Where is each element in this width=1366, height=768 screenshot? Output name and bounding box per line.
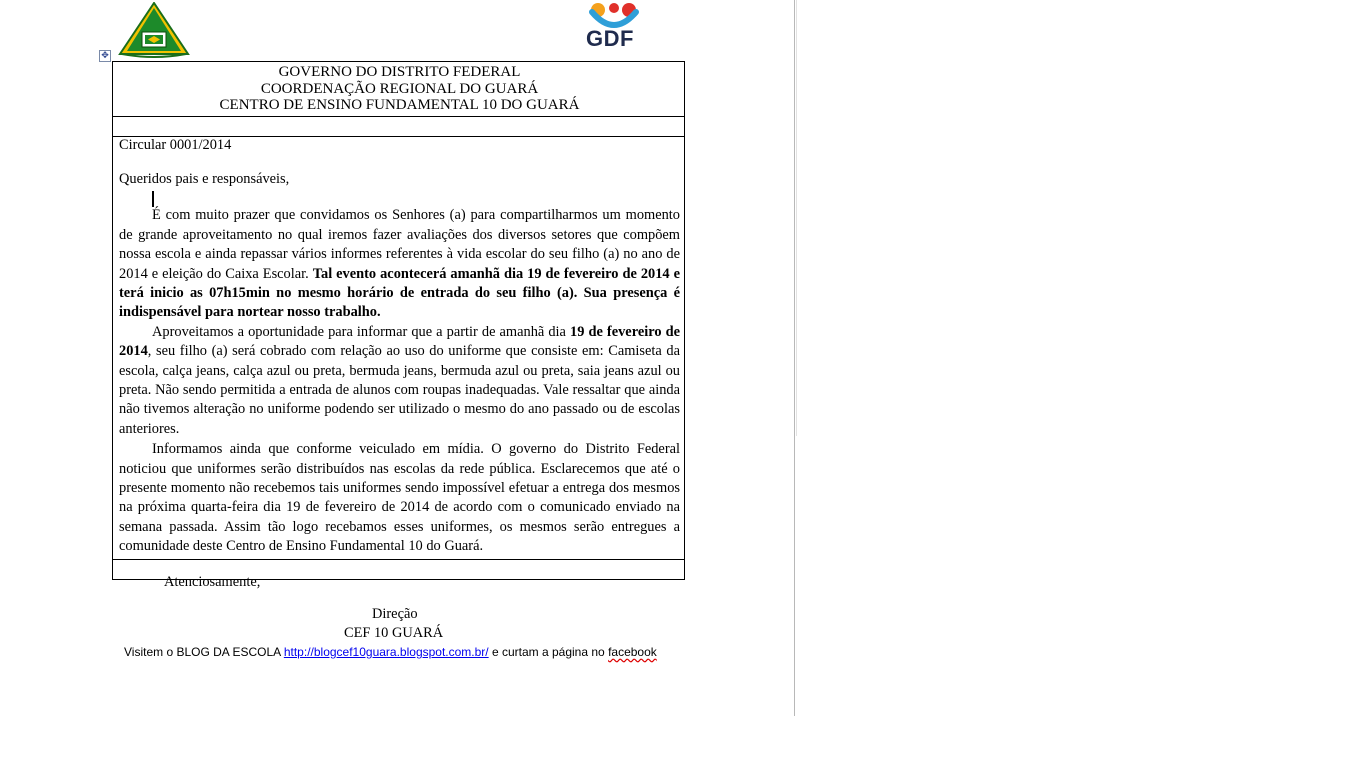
gdf-logo-text: GDF [586, 26, 634, 51]
header-line-coordination: COORDENAÇÃO REGIONAL DO GUARÁ [260, 80, 539, 97]
facebook-text: facebook [608, 645, 657, 659]
signature-direction: Direção [372, 606, 418, 622]
paragraph-distribution: Informamos ainda que conforme veiculado em mídia. O governo do Distrito Federal noticiou que uniformes serão distribuídos nas escolas da rede pública. Esclarecemos que até o presente momento não recebemos tais uniformes sendo impossível efetuar a entrega dos mesmos na próxima quarta-feira dia 19 de fevereiro de 2014 de acordo com o comunicado enviado na semana passada. Assim tão logo recebamos esses uniformes, os mesmos serão entregues a comunidade deste Centro de Ensino Fundamental 10 do Guará. [119, 441, 680, 555]
paragraph-uniform-text-b: , seu filho (a) será cobrado com relação ao uso do uniforme que consiste em: Camiseta da escola, calça jeans, calça azul ou preta, bermuda jeans, bermuda azul ou preta, saia jeans azul ou preta. Não sendo permitida a entrada de alunos com roupas inadequadas. Vale ressaltar que ainda não tivemos alteração no uniforme podendo ser utilizado o mesmo do ano passado ou de escolas anteriores. [119, 343, 680, 437]
closing-regards: Atenciosamente, [164, 574, 261, 590]
paragraph-invitation-bold: Tal evento acontecerá amanhã dia 19 de fevereiro de 2014 e terá inicio as 07h15min no mesmo horário de entrada do seu filho (a). Sua presença é indispensável para nortear nosso trabalho. [119, 265, 680, 321]
letter-table [112, 61, 685, 580]
letter-body-cell[interactable] [113, 136, 685, 559]
paragraph-invitation [119, 206, 680, 322]
paragraph-uniform-text-a: Aproveitamos a oportunidade para informar que a partir de amanhã dia [152, 323, 570, 340]
table-move-handle-icon[interactable]: ✥ [99, 50, 111, 62]
paragraph-invitation-text: É com muito prazer que convidamos os Senhores (a) para compartilharmos um momento de grande aproveitamento no qual iremos fazer avaliações dos diversos setores que compõem nossa escola e ainda repassar vários informes referentes à vida escolar do seu filho (a) no ano de 2014 e eleição do Caixa Escolar. [119, 207, 680, 282]
footer-blog-line [124, 644, 657, 660]
header-line-school: CENTRO DE ENSINO FUNDAMENTAL 10 DO GUARÁ [219, 97, 580, 113]
footer-middle: e curtam a página no [488, 645, 609, 659]
paragraph-uniform [119, 323, 680, 439]
paragraph-uniform-date: 19 de fevereiro de 2014 [119, 323, 680, 360]
empty-paragraph-with-cursor [119, 189, 680, 206]
header-cell [113, 62, 685, 117]
brasilia-emblem-logo [118, 2, 190, 58]
signature-school: CEF 10 GUARÁ [344, 625, 444, 641]
page-boundary-shadow [796, 0, 797, 436]
greeting: Queridos pais e responsáveis, [119, 170, 290, 187]
header-line-government: GOVERNO DO DISTRITO FEDERAL [278, 64, 521, 80]
text-cursor [152, 191, 154, 207]
footer-prefix: Visitem o BLOG DA ESCOLA [124, 645, 284, 659]
page-boundary-line [794, 0, 795, 716]
circular-number: Circular 0001/2014 [119, 136, 232, 153]
blog-link[interactable]: http://blogcef10guara.blogspot.com.br/ [283, 645, 489, 659]
empty-row [113, 116, 685, 136]
